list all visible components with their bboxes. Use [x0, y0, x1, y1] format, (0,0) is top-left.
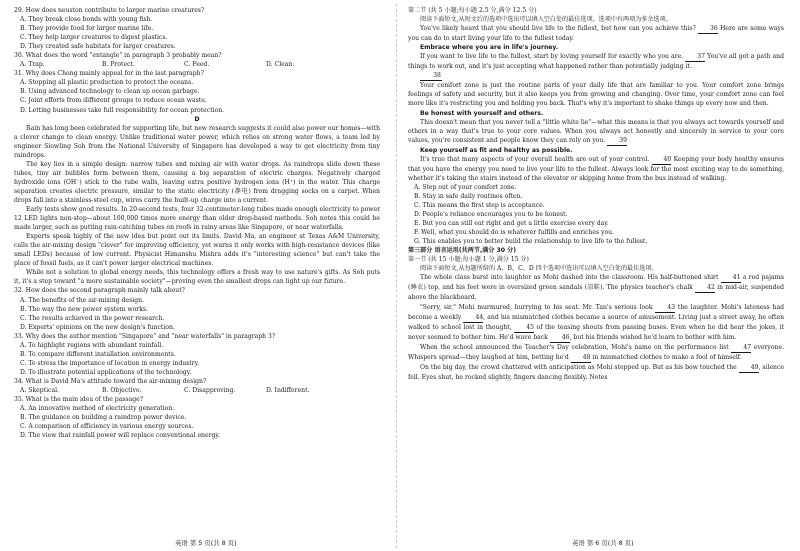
q32-option-b: B. The way the new power system works. [20, 305, 148, 313]
gap-paragraph-39 [408, 118, 784, 146]
q29-option-d: D. They created safe habitats for larger creatures. [20, 43, 176, 51]
part-3-header: 第三部分 语言运用(共两节,满分 30 分) [408, 247, 517, 255]
q29-option-b: B. They provide food for larger marine life. [20, 25, 154, 33]
text-run: everyone. Whispers spread—they laughed at him, betting he'd [408, 343, 785, 361]
question-35: 35. What is the main idea of the passage? [14, 396, 143, 404]
gap-paragraph-40 [408, 155, 784, 183]
gap-paragraph-1 [408, 24, 784, 43]
blank-49: 49 [739, 363, 759, 373]
question-33: 33. Why does the author mention "Singapore" and "near waterfalls" in paragraph 3? [14, 332, 276, 340]
text-run: It's true that many aspects of your overall health are out of your control. [420, 155, 650, 163]
text-run: , and his mismatched clothes became a source of amusement. Living just a street away, he often walked to school lost in thought, [408, 313, 785, 331]
q35-option-b: B. The guidance on building a raindrop power device. [20, 414, 187, 422]
blank-36: 36 [698, 24, 718, 34]
choice-option-b: B. Stay in safe daily routines often. [414, 192, 523, 200]
q29-option-c: C. They help larger creatures to digest plastics. [20, 34, 168, 42]
q32-option-d: D. Experts' opinions on the new design's function. [20, 323, 175, 331]
q35-option-c: C. A comparison of efficiency in various energy sources. [20, 423, 194, 431]
q35-option-a: A. An innovative method of electricity generation. [20, 405, 175, 413]
q34-options [14, 386, 380, 395]
choice-option-g: G. This enables you to better build the relationship to live life to the fullest. [414, 238, 648, 246]
text-run: You've likely heard that you should live life to the fullest, but how can you achieve this? [420, 25, 696, 33]
passage-paragraph-5: While not a solution to global energy needs, this technology offers a fresh way to use nature's gifts. As Soh puts it, it's a step toward "a more sustainable society"—proving even the smallest drops can light up our future. [14, 269, 380, 286]
text-run: This doesn't mean that you never tell a "little white lie"—what this means is that you always act towards yourself and others in a way that's true to your core values. When you always act honestly and sincerely in service to your core values, you're consistent and people know they can rely on you. [408, 118, 784, 144]
cloze-paragraph-4 [408, 363, 784, 382]
text-run: Keeping your body healthy ensures that you have the energy you need to live your life to the fullest. Always look for the most exciting way to do something, whether it's taking the stairs instead of the elevator or skipping home from the bus instead of walking. [408, 155, 785, 182]
q30-option-d: D. Clean. [266, 61, 295, 69]
q31-option-a: A. Stopping all plastic production to protect the oceans. [20, 79, 194, 87]
section-2-header: 第二节 (共 5 小题;每小题 2.5 分,满分 12.5 分) [408, 7, 537, 14]
q34-option-c: C. Disapproving. [184, 386, 236, 394]
text-run: When the school announced the Teacher's Day celebration, Mohi's name on the performance list [420, 343, 729, 351]
blank-42: 42 [695, 283, 715, 293]
cloze-paragraph-1 [408, 273, 784, 302]
blank-48: 48 [571, 353, 591, 363]
q34-option-d: D. Indifferent. [266, 386, 310, 394]
choice-option-c: C. This means the first step is acceptance. [414, 201, 545, 209]
text-run: the laughter. Mohi's lateness had become a weekly [408, 303, 784, 321]
passage-paragraph-4: Experts speak highly of the new idea but point out its limits. David Ma, an engineer at Texas A&M University, calls the air-mixing design "clever" for improving efficiency, yet warns it only works with high-resistance devices (like small LEDs) because of low current. Physicist Himanshu Mishra adds it's "interesting science" but can't take the place of fossil fuels, as it can't power larger electrical machines. [14, 233, 380, 268]
blank-40: 40 [652, 155, 672, 165]
text-run: , silence fell. Eyes shut, he rocked slightly, fingers dancing flexibly. Notes [408, 363, 785, 381]
q33-option-b: B. To compare different installation environments. [20, 350, 176, 358]
q33-option-a: A. To highlight regions with abundant rainfall. [20, 341, 164, 349]
q33-option-d: D. To illustrate potential applications of the technology. [20, 368, 192, 376]
text-run: On the big day, the crowd chattered with anticipation as Mohi stepped up. But as his bow touched the [420, 363, 737, 371]
right-page-footer: 英语 第 6 页(共 8 页) [572, 539, 634, 547]
section-1-header: 第一节 (共 15 小题;每小题 1 分,满分 15 分) [408, 256, 529, 264]
text-run: a red pajama (睡衣) top, and his feet were in oversized green sandals (凉鞋). The physics teacher's chalk [408, 274, 785, 292]
q34-option-a: A. Skeptical. [20, 386, 59, 394]
text-run: You've all got a path and things to work out, and it's just accepting what happened rather than potentially judging it. [408, 53, 785, 71]
text-run: in mismatched clothes to make a fool of himself. [592, 353, 742, 361]
q31-option-d: D. Letting businesses take full responsibility for ocean protection. [20, 106, 225, 114]
choice-option-e: E. But you can still eat right and get a little exercise every day. [414, 220, 609, 228]
column-divider [396, 4, 397, 548]
q30-option-c: C. Feed. [184, 61, 210, 69]
gap-paragraph-2 [408, 52, 784, 71]
question-32: 32. How does the second paragraph mainly talk about? [14, 287, 185, 295]
blank-47: 47 [731, 343, 751, 353]
blank-38: 38 [420, 71, 442, 81]
text-run: , but his friends wished he'd learn to bother with him. [569, 333, 737, 341]
text-run: of the teasing shouts from passing buses. Even when he did hear the jokes, it never seemed to bother him. He'd wave back [408, 323, 785, 341]
blank-44: 44 [463, 313, 483, 323]
text-run: The whole class burst into laughter as Mohi dashed into the classroom. His half-buttoned shirt [420, 274, 719, 282]
q34-option-b: B. Objective. [102, 386, 142, 394]
q30-option-b: B. Protect. [102, 61, 135, 69]
choice-option-d: D. People's reliance encourages you to be honest. [414, 211, 568, 219]
q30-options [14, 60, 380, 69]
left-page-footer: 英语 第 5 页(共 8 页) [175, 539, 237, 547]
heading-embrace: Embrace where you are in life's journey. [420, 44, 559, 52]
q29-option-a: A. They break close bonds with young fish. [20, 16, 153, 24]
choice-option-a: A. Step out of your comfort zone. [414, 183, 517, 191]
q32-option-c: C. The results achieved in the power research. [20, 314, 165, 322]
cloze-paragraph-3 [408, 343, 784, 363]
q31-option-c: C. Joint efforts from different groups to reduce ocean waste. [20, 97, 207, 105]
text-run: in mid-air, suspended above the blackboard. [408, 284, 785, 302]
text-run: Here are some ways you can do to start living your life to the fullest today. [408, 25, 785, 43]
left-page [14, 6, 380, 440]
passage-paragraph-1: Rain has long been celebrated for supporting life, but new research suggests it could also power our homes—with a clever change to clean energy. Unlike traditional water power, which relies on strong water flows, a team led by engineer Siowling Soh from the National University of Singapore has developed a way to get electricity from tiny raindrops. [14, 124, 380, 159]
cloze-paragraph-2 [408, 303, 784, 343]
blank-46: 46 [550, 333, 570, 343]
q30-option-a: A. Trap. [20, 61, 45, 69]
q35-option-d: D. The view that rainfall power will replace conventional energy. [20, 432, 220, 440]
question-29: 29. How does neuston contribute to larger marine creatures? [14, 7, 205, 14]
comfort-zone-paragraph: Your comfort zone is just the routine parts of your daily life that are familiar to you. Your comfort zone brings feelings of safety and security, but it also keeps you from growing and changing. Over time, your comfort zone can feel more like it's restricting you and holding you back. That's why it's important to shake things up every now and then. [408, 82, 784, 108]
section-1-instructions: 阅读下面短文,从每题所给的 A、B、C、D 四个选项中选出可以填入空白处的最佳选项。 [420, 265, 658, 273]
q33-option-c: C. To stress the importance of location in energy industry. [20, 359, 200, 367]
question-31: 31. Why does Chong mainly appeal for in the last paragraph? [14, 70, 204, 78]
question-34: 34. What is David Ma's attitude toward the air-mixing design? [14, 377, 207, 385]
passage-paragraph-2: The key lies in a simple design: narrow tubes and mixing air with water drops. As raindrops slide down these tubes, tiny air bubbles form between them, causing a big separation of electric charges. Negatively charged hydroxide ions (OH⁻) stick to the tube walls, leaving extra positive hydrogen ions (H⁺) in the water. This charge separation creates electric pressure, similar to the static electricity (静电) from dragging socks on a carpet. When drops fall into a stainless-steel cup, wires carry the built-up charge into a current. [14, 160, 380, 204]
blank-45: 45 [514, 323, 534, 333]
heading-fit: Keep yourself as fit and healthy as possible. [420, 146, 573, 154]
gap-heading-38 [408, 71, 784, 81]
right-page [408, 6, 784, 382]
heading-honest: Be honest with yourself and others. [420, 109, 544, 117]
section-2-instructions: 阅读下面短文,从短文后的选项中选出可以填入空白处的最佳选项。选项中有两项为多余选项。 [420, 16, 672, 24]
text-run: "Sorry, sir," Mohi murmured, hurrying to his seat. Mr. Tan's serious look [420, 303, 653, 311]
passage-letter: D [194, 115, 200, 123]
blank-41: 41 [721, 273, 741, 283]
blank-43: 43 [655, 303, 675, 313]
q31-option-b: B. Using advanced technology to clean up ocean garbage. [20, 88, 200, 96]
passage-paragraph-3: Early tests show good results. In 20-second tests, four 32-centimeter-long tubes made enough electricity to power 12 LED lights non-stop—about 100,000 times more energy than older drop-based methods. Soh notes this could be made larger, such as putting rain-catching tubes on roofs in rainy areas like Singapore, or near waterfalls. [14, 206, 380, 232]
q32-option-a: A. The benefits of the air-mixing design. [20, 296, 144, 304]
question-30: 30. What does the word "entangle" in paragraph 3 probably mean? [14, 52, 222, 60]
choice-option-f: F. Well, what you should do is whatever fulfills and enriches you. [414, 229, 615, 237]
text-run: If you want to live life to the fullest, start by loving yourself for exactly who you are. [420, 53, 684, 61]
blank-37: 37 [685, 52, 705, 62]
blank-39: 39 [607, 136, 627, 146]
